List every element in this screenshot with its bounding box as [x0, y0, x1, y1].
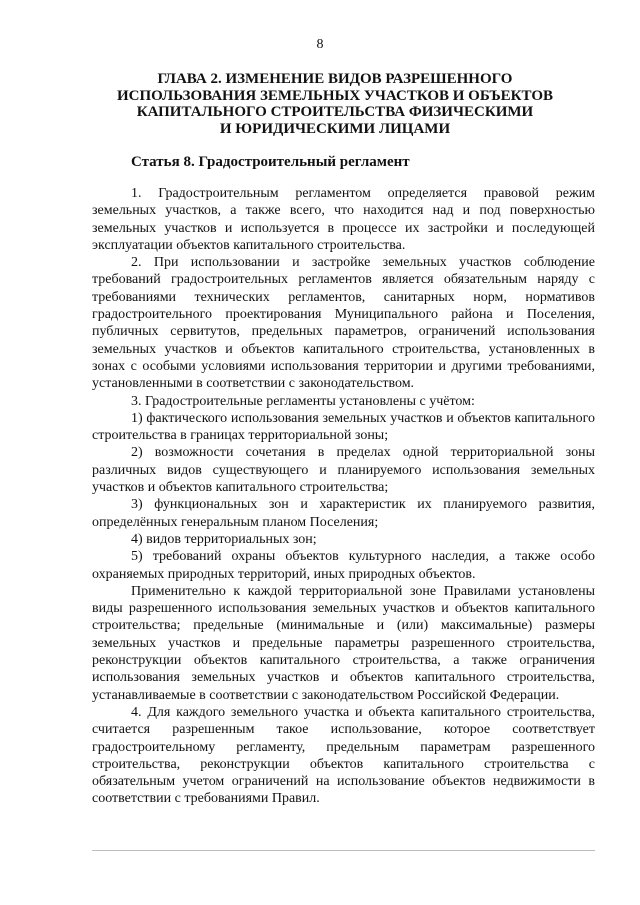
list-item: 1) фактического использования земельных участков и объектов капитального строительства в границах территориальной зоны;	[92, 410, 595, 444]
list-item: 4) видов территориальных зон;	[131, 531, 317, 547]
paragraph: 3. Градостроительные регламенты установлены с учётом:	[131, 393, 475, 409]
list-item: 5) требований охраны объектов культурного наследия, а также особо охраняемых природных территорий, иных природных объектов.	[92, 549, 595, 582]
article-body	[92, 185, 595, 808]
paragraph: 2. При использовании и застройке земельных участков соблюдение требований градостроительных регламентов является обязательным наряду с требованиями технических регламентов, санитарных норм, нормативов градостроительного проектирования Муниципального района и Поселения, публичных сервитутов, предельных параметров, ограничений использования земельных участков и объектов капитального строительства, установленных в зонах с особыми условиями использования территории и другими требованиями, установленными в соответствии с законодательством.	[92, 255, 595, 392]
page-number: 8	[316, 37, 324, 52]
chapter-title-line: КАПИТАЛЬНОГО СТРОИТЕЛЬСТВА ФИЗИЧЕСКИМИ	[136, 104, 534, 120]
footer-divider	[92, 850, 595, 851]
list-item: 3) функциональных зон и характеристик их планируемого развития, определённых генеральным планом Поселения;	[92, 497, 595, 530]
chapter-title-line: И ЮРИДИЧЕСКИМИ ЛИЦАМИ	[219, 120, 451, 137]
chapter-title-line: ИСПОЛЬЗОВАНИЯ ЗЕМЕЛЬНЫХ УЧАСТКОВ И ОБЪЕКТОВ	[116, 87, 554, 104]
chapter-title	[100, 71, 570, 137]
paragraph: 1. Градостроительным регламентом определяется правовой режим земельных участков, а также всего, что находится над и под поверхностью земельных участков и используется в процессе их застройки и последующей эксплуатации объектов капитального строительства.	[92, 186, 595, 253]
chapter-title-line: ГЛАВА 2. ИЗМЕНЕНИЕ ВИДОВ РАЗРЕШЕННОГО	[157, 71, 513, 87]
article-title: Статья 8. Градостроительный регламент	[131, 154, 410, 170]
paragraph: Применительно к каждой территориальной зоне Правилами установлены виды разрешенного использования земельных участков и объектов капитального строительства; предельные (минимальные и (или) максимальные) размеры земельных участков и предельные параметры разрешенного строительства, реконструкции объектов капитального строительства, а также ограничения использования земельных участков и объектов капитального строительства, устанавливаемые в соответствии с законодательством Российской Федерации.	[92, 583, 595, 703]
list-item: 2) возможности сочетания в пределах одной территориальной зоны различных видов существующего и планируемого использования земельных участков и объектов капитального строительства;	[92, 445, 595, 496]
paragraph: 4. Для каждого земельного участка и объекта капитального строительства, считается разрешенным такое использование, которое соответствует градостроительному регламенту, предельным параметрам разрешенного строительства, реконструкции объектов капитального строительства с обязательным учетом ограничений на использование объектов недвижимости в соответствии с требованиями Правил.	[92, 704, 595, 807]
